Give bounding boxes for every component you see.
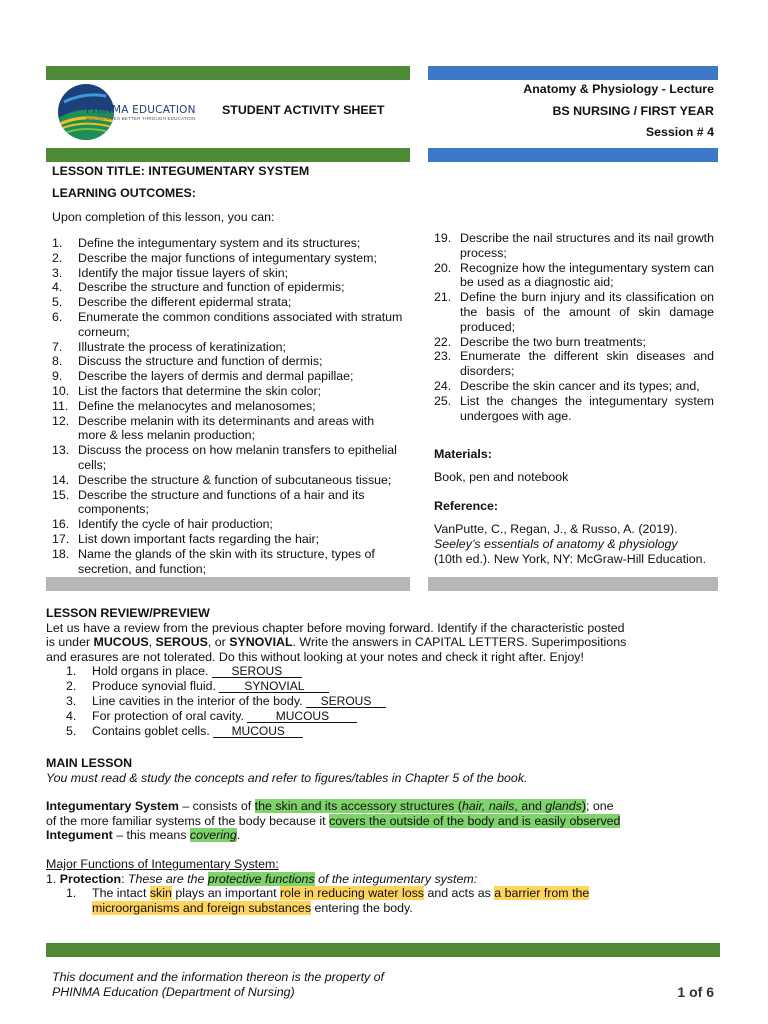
logo-tagline: MAKING LIVES BETTER THROUGH EDUCATION bbox=[86, 116, 196, 121]
outcome-item bbox=[52, 488, 404, 518]
learning-outcomes-heading: LEARNING OUTCOMES: bbox=[52, 186, 196, 200]
function-protection: 1. Protection: These are the protective functions of the integumentary system: bbox=[46, 871, 478, 886]
outcome-number: 21. bbox=[434, 290, 452, 305]
review-answer-blank[interactable]: MUCOUS bbox=[213, 725, 303, 738]
review-item-text: Line cavities in the interior of the body. bbox=[92, 693, 303, 708]
outcome-item bbox=[52, 547, 404, 577]
sheet-title: STUDENT ACTIVITY SHEET bbox=[222, 103, 385, 117]
outcome-text: Illustrate the process of keratinization; bbox=[78, 339, 286, 354]
outcome-text: Name the glands of the skin with its structure, types of secretion, and function; bbox=[78, 546, 375, 576]
outcome-number: 13. bbox=[52, 443, 70, 458]
outcome-number: 10. bbox=[52, 383, 70, 398]
outcome-text: Define the burn injury and its classification on the basis of the amount of skin damage produced; bbox=[460, 290, 714, 334]
footer-line-1: This document and the information thereon is the property of bbox=[52, 970, 384, 984]
outcome-number: 22. bbox=[434, 334, 452, 349]
outcome-number: 3. bbox=[52, 265, 63, 280]
outcome-number: 14. bbox=[52, 472, 70, 487]
outcome-number: 15. bbox=[52, 487, 70, 502]
integumentary-definition-2: of the more familiar systems of the body because it covers the outside of the body and is easily observed bbox=[46, 813, 621, 828]
review-item bbox=[66, 709, 726, 724]
outcome-item bbox=[52, 280, 404, 295]
outcome-text: Discuss the structure and function of dermis; bbox=[78, 354, 323, 369]
outcome-number: 1. bbox=[52, 236, 63, 250]
review-item-text: Hold organs in place. bbox=[92, 664, 209, 679]
top-blue-bar bbox=[428, 66, 718, 80]
outcome-item bbox=[434, 335, 714, 350]
functions-heading: Major Functions of Integumentary System: bbox=[46, 856, 279, 871]
grey-bar-right bbox=[428, 577, 718, 591]
outcome-text: Enumerate the different skin diseases and disorders; bbox=[460, 349, 714, 379]
grey-bar-left bbox=[46, 577, 410, 591]
outcome-number: 9. bbox=[52, 369, 63, 384]
outcome-item bbox=[434, 261, 714, 291]
outcome-text: Enumerate the common conditions associated with stratum corneum; bbox=[78, 309, 403, 339]
outcome-number: 19. bbox=[434, 231, 452, 245]
outcome-text: Describe the structure & function of subcutaneous tissue; bbox=[78, 472, 392, 487]
review-item-text: Produce synovial fluid. bbox=[92, 679, 216, 694]
outcome-text: Describe the structure and functions of a hair and its components; bbox=[78, 487, 365, 517]
outcome-item bbox=[52, 236, 404, 251]
materials-text: Book, pen and notebook bbox=[434, 470, 569, 484]
review-answer-blank[interactable]: SEROUS bbox=[306, 695, 386, 708]
review-answer-blank[interactable]: MUCOUS bbox=[247, 710, 357, 723]
review-item-number: 2. bbox=[66, 679, 77, 694]
outcome-text: Describe the nail structures and its nail growth process; bbox=[460, 231, 714, 260]
review-item bbox=[66, 724, 726, 739]
review-item-number: 5. bbox=[66, 723, 77, 738]
outcome-item bbox=[434, 290, 714, 334]
outcome-number: 11. bbox=[52, 398, 69, 413]
outcome-number: 6. bbox=[52, 309, 63, 324]
outcome-item bbox=[52, 414, 404, 444]
review-heading: LESSON REVIEW/PREVIEW bbox=[46, 606, 210, 620]
review-answer-blank[interactable]: SYNOVIAL bbox=[219, 680, 329, 693]
outcome-number: 12. bbox=[52, 413, 70, 428]
review-item bbox=[66, 664, 726, 679]
phinma-logo bbox=[56, 82, 216, 142]
outcome-text: Identify the major tissue layers of skin; bbox=[78, 265, 289, 280]
outcome-number: 5. bbox=[52, 295, 63, 310]
integumentary-definition: Integumentary System – consists of the skin and its accessory structures (hair, nails, and glands); one bbox=[46, 799, 614, 814]
outcome-number: 18. bbox=[52, 546, 70, 561]
integument-definition: Integument – this means covering. bbox=[46, 828, 241, 843]
reference-text bbox=[434, 522, 706, 566]
outcome-item bbox=[434, 349, 714, 379]
outcome-text: Describe the skin cancer and its types; and, bbox=[460, 378, 700, 393]
outcomes-list-right bbox=[434, 231, 714, 423]
outcome-text: List the changes the integumentary system undergoes with age. bbox=[460, 393, 714, 423]
outcome-item bbox=[52, 251, 404, 266]
review-items bbox=[66, 664, 726, 738]
outcome-text: List the factors that determine the skin color; bbox=[78, 383, 322, 398]
outcome-text: Recognize how the integumentary system can be used as a diagnostic aid; bbox=[460, 260, 714, 290]
outcome-number: 8. bbox=[52, 354, 63, 369]
main-heading: MAIN LESSON bbox=[46, 756, 133, 770]
reference-line-2: Seeley’s essentials of anatomy & physiology bbox=[434, 536, 678, 551]
materials-heading: Materials: bbox=[434, 447, 492, 461]
protection-point-1: 1. The intact skin plays an important role in reducing water loss and acts as a barrier from the microorganisms and foreign substances entering the body. bbox=[66, 886, 590, 915]
outcome-number: 7. bbox=[52, 339, 63, 354]
outcomes-intro: Upon completion of this lesson, you can: bbox=[52, 210, 275, 224]
review-item-text: For protection of oral cavity. bbox=[92, 708, 244, 723]
outcome-text: Describe the layers of dermis and dermal papillae; bbox=[78, 369, 354, 384]
review-item bbox=[66, 679, 726, 694]
outcome-item bbox=[52, 369, 404, 384]
outcome-number: 23. bbox=[434, 349, 452, 364]
session-number: Session # 4 bbox=[645, 125, 714, 139]
header-blue-bar bbox=[428, 148, 718, 162]
review-item-number: 4. bbox=[66, 708, 77, 723]
outcome-text: Describe the major functions of integumentary system; bbox=[78, 250, 377, 265]
outcome-text: Describe the structure and function of epidermis; bbox=[78, 280, 345, 295]
logo-text: PHINMA EDUCATION bbox=[86, 104, 196, 116]
outcome-item bbox=[434, 379, 714, 394]
reference-line-3: (10th ed.). New York, NY: McGraw-Hill Education. bbox=[434, 551, 707, 566]
reference-line-1: VanPutte, C., Regan, J., & Russo, A. (2019). bbox=[434, 522, 678, 536]
outcome-text: Discuss the process on how melanin transfers to epithelial cells; bbox=[78, 443, 397, 472]
outcomes-list-left bbox=[52, 236, 404, 576]
outcome-text: Identify the cycle of hair production; bbox=[78, 517, 273, 532]
outcome-item bbox=[52, 399, 404, 414]
outcome-text: Define the integumentary system and its structures; bbox=[78, 236, 361, 250]
footer-green-bar bbox=[46, 943, 720, 957]
outcome-text: Describe the different epidermal strata; bbox=[78, 295, 292, 310]
outcome-item bbox=[52, 354, 404, 369]
review-item-number: 1. bbox=[66, 664, 77, 679]
lesson-review bbox=[46, 606, 726, 738]
outcome-number: 2. bbox=[52, 250, 63, 265]
main-lesson bbox=[46, 756, 736, 915]
outcome-number: 4. bbox=[52, 280, 63, 295]
page-number: 1 of 6 bbox=[677, 984, 714, 1000]
program-year: BS NURSING / FIRST YEAR bbox=[552, 104, 714, 118]
review-paragraph-3: and erasures are not tolerated. Do this without looking at your notes and check it right after. Enjoy! bbox=[46, 649, 584, 664]
review-paragraph-1: Let us have a review from the previous chapter before moving forward. Identify if the characteristic posted bbox=[46, 620, 625, 635]
outcome-item bbox=[52, 340, 404, 355]
review-item-text: Contains goblet cells. bbox=[92, 723, 210, 738]
outcome-item bbox=[52, 295, 404, 310]
review-item bbox=[66, 694, 726, 709]
outcome-item bbox=[52, 517, 404, 532]
outcome-number: 16. bbox=[52, 517, 70, 532]
footer-notice bbox=[52, 970, 384, 1000]
outcome-number: 20. bbox=[434, 260, 452, 275]
outcome-text: Describe the two burn treatments; bbox=[460, 334, 646, 349]
outcome-text: Describe melanin with its determinants and areas with more & less melanin production; bbox=[78, 413, 375, 443]
outcome-item bbox=[52, 443, 404, 473]
outcome-text: Define the melanocytes and melanosomes; bbox=[78, 398, 316, 413]
review-item-number: 3. bbox=[66, 693, 77, 708]
outcome-item bbox=[52, 532, 404, 547]
outcome-item bbox=[434, 394, 714, 424]
outcome-item bbox=[52, 384, 404, 399]
header-green-bar bbox=[46, 148, 410, 162]
outcome-number: 24. bbox=[434, 378, 452, 393]
outcome-item bbox=[52, 473, 404, 488]
main-note: You must read & study the concepts and refer to figures/tables in Chapter 5 of the book. bbox=[46, 770, 528, 785]
top-green-bar bbox=[46, 66, 410, 80]
lesson-title: LESSON TITLE: INTEGUMENTARY SYSTEM bbox=[52, 164, 310, 178]
outcome-item bbox=[52, 266, 404, 281]
footer-line-2: PHINMA Education (Department of Nursing) bbox=[52, 985, 295, 999]
outcome-text: List down important facts regarding the hair; bbox=[78, 531, 320, 546]
outcome-item bbox=[52, 310, 404, 340]
reference-heading: Reference: bbox=[434, 499, 499, 513]
outcome-number: 25. bbox=[434, 393, 452, 408]
outcome-item bbox=[434, 231, 714, 261]
review-answer-blank[interactable]: SEROUS bbox=[212, 665, 302, 678]
course-title: Anatomy & Physiology - Lecture bbox=[523, 82, 714, 96]
outcome-number: 17. bbox=[52, 531, 70, 546]
review-paragraph-2: is under MUCOUS, SEROUS, or SYNOVIAL. Write the answers in CAPITAL LETTERS. Superimpositions bbox=[46, 635, 627, 650]
